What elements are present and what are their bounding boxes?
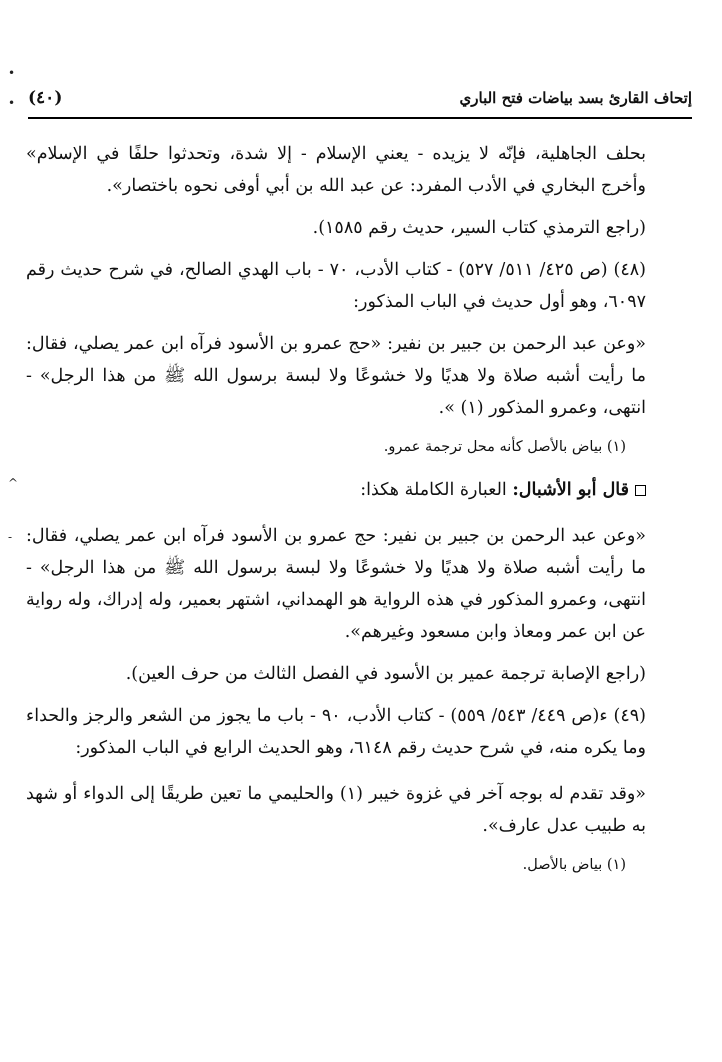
speaker-label: قال أبو الأشبال: (512, 480, 629, 500)
margin-mark-3: ^ (8, 476, 19, 490)
margin-mark-1: • (8, 66, 16, 80)
page-number: (٤٠) (28, 88, 63, 108)
paragraph-2: (راجع الترمذي كتاب السير، حديث رقم ١٥٨٥). (312, 218, 646, 238)
paragraph-5-text: العبارة الكاملة هكذا: (360, 480, 513, 500)
paragraph-3: (٤٨) (ص ٤٢٥/ ٥١١/ ٥٢٧) - كتاب الأدب، ٧٠ - باب الهدي الصالح، في شرح حديث رقم ٦٠٩٧، وهو أول حديث في الباب المذكور: (26, 260, 646, 312)
paragraph-5 (26, 474, 646, 506)
margin-mark-4: - (8, 530, 13, 544)
running-header (28, 80, 692, 116)
footnote-1: (١) بياض بالأصل كأنه محل ترجمة عمرو. (383, 439, 626, 455)
header-title: إتحاف القارئ بسد بياضات فتح الباري (459, 89, 692, 107)
footnote-2: (١) بياض بالأصل. (522, 857, 626, 873)
paragraph-1: بحلف الجاهلية، فإنّه لا يزيده - يعني الإسلام - إلا شدة، وتحدثوا حلفًا في الإسلام» وأخرج البخاري في الأدب المفرد: عن عبد الله بن أبي أوفى نحوه باختصار». (26, 144, 646, 196)
margin-mark-2: • (8, 96, 16, 110)
paragraph-6: «وعن عبد الرحمن بن جبير بن نفير: حج عمرو بن الأسود فرآه ابن عمر يصلي، فقال: ما رأيت أشبه صلاة ولا هديًا ولا خشوعًا ولا لبسة برسول الله ﷺ من هذا الرجل» - انتهى، وعمرو المذكور في هذه الرواية هو الهمداني، اشتهر بعمير، وله إدراك، وله رواية عن ابن عمر ومعاذ وابن مسعود وغيرهم». (26, 526, 646, 642)
header-rule (28, 117, 692, 119)
paragraph-7: (راجع الإصابة ترجمة عمير بن الأسود في الفصل الثالث من حرف العين). (125, 664, 646, 684)
paragraph-8: (٤٩) ء(ص ٤٤٩/ ٥٤٣/ ٥٥٩) - كتاب الأدب، ٩٠ - باب ما يجوز من الشعر والرجز والحداء وما يكره منه، في شرح حديث رقم ٦١٤٨، وهو الحديث الرابع في الباب المذكور: (26, 706, 646, 758)
paragraph-4: «وعن عبد الرحمن بن جبير بن نفير: «حج عمرو بن الأسود فرآه ابن عمر يصلي، فقال: ما رأيت أشبه صلاة ولا هديًا ولا خشوعًا ولا لبسة برسول الله ﷺ من هذا الرجل» - انتهى، وعمرو المذكور (١) ». (26, 334, 646, 418)
paragraph-9: «وقد تقدم له بوجه آخر في غزوة خيبر (١) والحليمي ما تعين طريقًا إلى الدواء أو شهد به طبيب عدل عارف». (26, 784, 646, 836)
page-body (26, 138, 646, 878)
square-bullet-icon (635, 485, 646, 496)
